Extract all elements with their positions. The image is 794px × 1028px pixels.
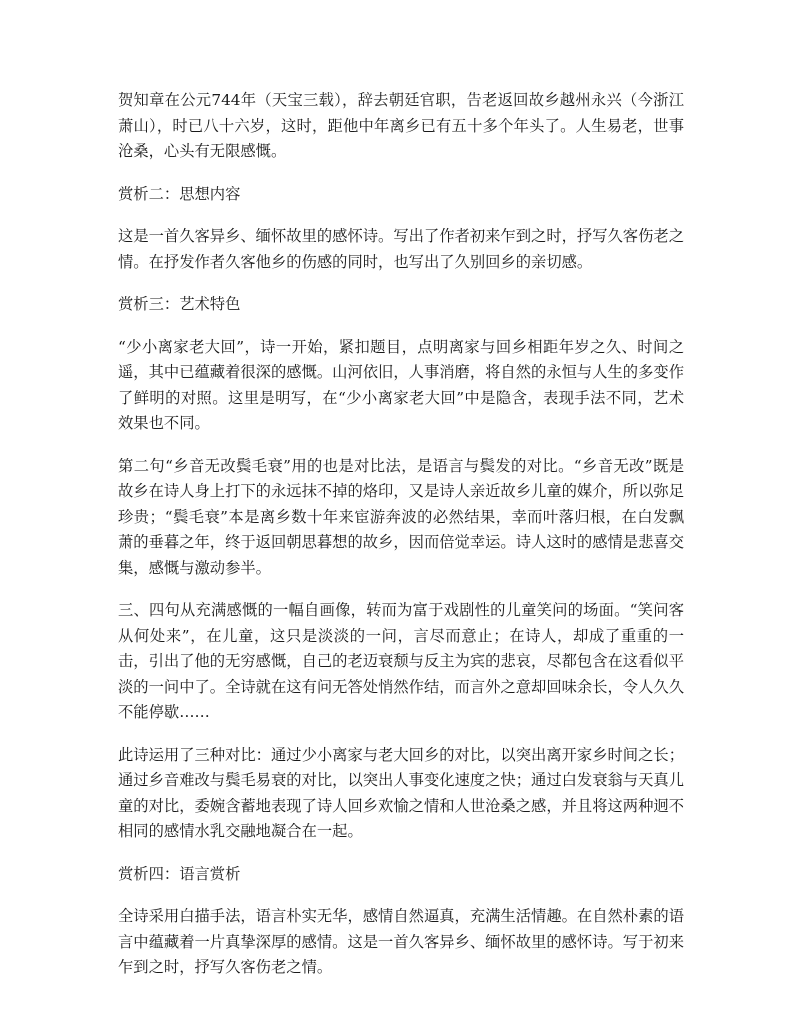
paragraph-language: 全诗采用白描手法，语言朴实无华，感情自然逼真，充满生活情趣。在自然朴素的语言中蕴藏着一片真挚深厚的感情。这是一首久客异乡、缅怀故里的感怀诗。写于初来乍到之时，抒写久客伤老之情。	[118, 907, 684, 976]
section-heading-theme: 赏析二：思想内容	[118, 184, 241, 203]
paragraph-art-line3-4: 三、四句从充满感慨的一幅自画像，转而为富于戏剧性的儿童笑问的场面。“笑问客从何处来”，在儿童，这只是淡淡的一问，言尽而意止；在诗人，却成了重重的一击，引出了他的无穷感慨，自己的老迈衰颓与反主为宾的悲哀，尽都包含在这看似平淡的一问中了。全诗就在这有问无答处悄然作结，而言外之意却回味余长，令人久久不能停歇……	[118, 601, 684, 721]
paragraph-theme: 这是一首久客异乡、缅怀故里的感怀诗。写出了作者初来乍到之时，抒写久客伤老之情。在抒发作者久客他乡的伤感的同时，也写出了久别回乡的亲切感。	[118, 227, 684, 271]
document-body	[118, 88, 684, 998]
section-heading-language: 赏析四：语言赏析	[118, 864, 241, 883]
paragraph-art-line2: 第二句“乡音无改鬓毛衰”用的也是对比法，是语言与鬓发的对比。“乡音无改”既是故乡在诗人身上打下的永远抹不掉的烙印，又是诗人亲近故乡儿童的媒介，所以弥足珍贵；“鬓毛衰”本是离乡数十年来宦游奔波的必然结果，幸而叶落归根，在白发飘萧的垂暮之年，终于返回朝思暮想的故乡，因而倍觉幸运。诗人这时的感情是悲喜交集，感慨与激动参半。	[118, 456, 684, 577]
section-heading-art: 赏析三：艺术特色	[118, 295, 241, 313]
paragraph-art-line1: “少小离家老大回”，诗一开始，紧扣题目，点明离家与回乡相距年岁之久、时间之遥，其中已蕴藏着很深的感慨。山河依旧，人事消磨，将自然的永恒与人生的多变作了鲜明的对照。这里是明写，在“少小离家老大回”中是隐含，表现手法不同，艺术效果也不同。	[118, 337, 684, 432]
paragraph-background: 贺知章在公元744年（天宝三载），辞去朝廷官职，告老返回故乡越州永兴（今浙江萧山），时已八十六岁，这时，距他中年离乡已有五十多个年头了。人生易老，世事沧桑，心头有无限感慨。	[118, 91, 684, 160]
paragraph-contrasts: 此诗运用了三种对比：通过少小离家与老大回乡的对比，以突出离开家乡时间之长；通过乡音难改与鬓毛易衰的对比，以突出人事变化速度之快；通过白发衰翁与天真儿童的对比，委婉含蓄地表现了诗人回乡欢愉之情和人世沧桑之感，并且将这两种迥不相同的感情水乳交融地凝合在一起。	[118, 745, 684, 840]
